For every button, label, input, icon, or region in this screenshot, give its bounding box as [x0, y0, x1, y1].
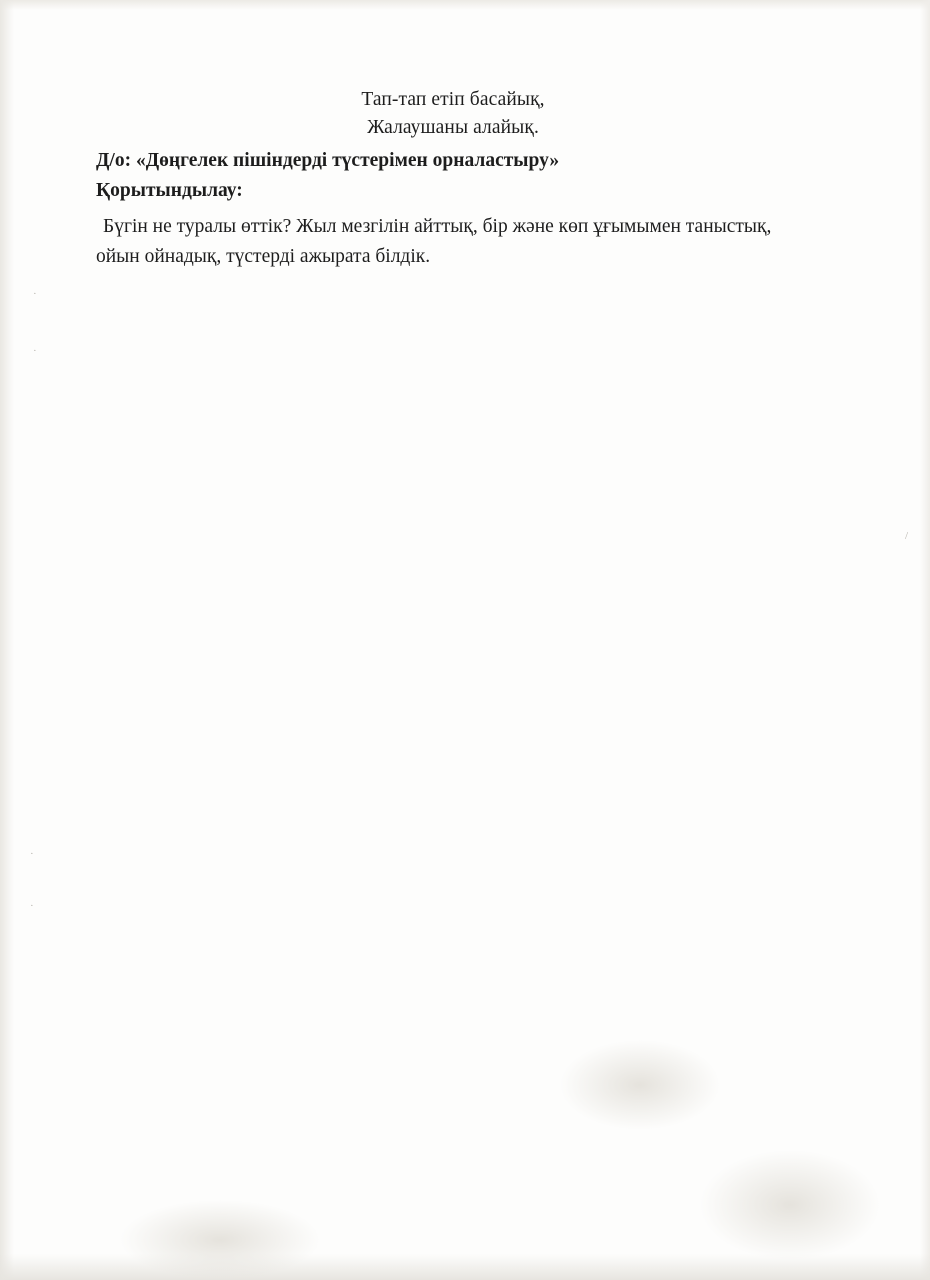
paper-smudge	[700, 1150, 880, 1260]
heading-assignment: Д/о: «Дөңгелек пішіндерді түстерімен орналастыру»	[96, 150, 560, 172]
margin-mark: ·	[33, 345, 37, 357]
paper-smudge	[120, 1200, 320, 1280]
heading-summary: Қорытындылау:	[96, 179, 243, 201]
margin-mark: ·	[30, 848, 34, 860]
verse-line-2: Жалаушаны алайық.	[367, 116, 539, 138]
document-body	[96, 86, 796, 271]
page-edge-shadow-left	[0, 0, 14, 1280]
page-edge-shadow-top	[0, 0, 930, 10]
margin-mark: ·	[30, 900, 34, 912]
verse-line-1: Тап-тап етіп басайық,	[361, 89, 545, 110]
margin-mark: /	[905, 530, 909, 542]
page-edge-shadow-right	[920, 0, 930, 1280]
margin-mark: ·	[33, 288, 37, 300]
summary-paragraph: Бүгін не туралы өттік? Жыл мезгілін айттық, бір және көп ұғымымен таныстық, ойын ойнадық, түстерді ажырата білдік.	[96, 215, 772, 267]
paper-smudge	[560, 1040, 720, 1130]
page-edge-shadow-bottom	[0, 1254, 930, 1280]
